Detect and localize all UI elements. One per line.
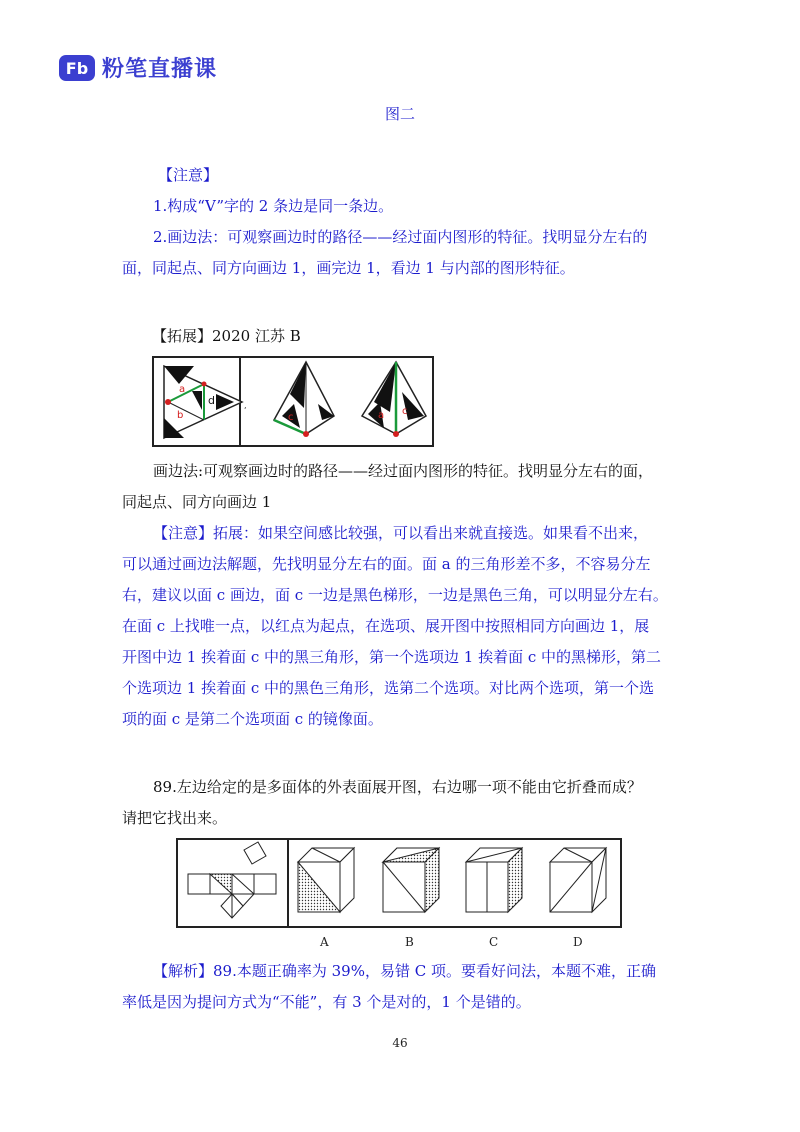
extension-title: 【拓展】2020 江苏 B <box>152 327 301 345</box>
fold-figure-drawing <box>154 358 432 445</box>
cube-net-figure <box>176 838 622 928</box>
svg-text:d: d <box>208 394 215 407</box>
question-89-line-1: 89.左边给定的是多面体的外表面展开图，右边哪一项不能由它折叠而成？ <box>153 778 642 796</box>
note-line-2: 2.画边法：可观察画边时的路径——经过面内图形的特征。找明显分左右的 <box>153 228 648 246</box>
svg-text:Fb: Fb <box>65 58 89 78</box>
svg-text:c: c <box>402 406 408 417</box>
note2-line-2: 可以通过画边法解题，先找明显分左右的面。面 a 的三角形差不多，不容易分左 <box>122 555 651 573</box>
note2-line-1: 【注意】拓展：如果空间感比较强，可以看出来就直接选。如果看不出来， <box>153 524 649 542</box>
note2-line-4: 在面 c 上找唯一点，以红点为起点，在选项、展开图中按照相同方向画边 1，展 <box>122 617 650 635</box>
question-89-line-2: 请把它找出来。 <box>122 809 228 827</box>
note-title: 【注意】 <box>158 166 219 184</box>
note2-line-7: 项的面 c 是第二个选项面 c 的镜像面。 <box>122 710 383 728</box>
svg-text:c: c <box>288 412 294 423</box>
option-label-a: A <box>320 935 329 949</box>
svg-text:,: , <box>244 401 247 410</box>
note2-line-5: 开图中边 1 挨着面 c 中的黑三角形，第一个选项边 1 挨着面 c 中的黑梯形，第二 <box>122 648 662 666</box>
answer-line-1: 【解析】89.本题正确率为 39%，易错 C 项。要看好问法，本题不难，正确 <box>153 962 656 980</box>
cube-net-drawing <box>178 840 620 926</box>
note2-line-6: 个选项边 1 挨着面 c 中的黑色三角形，选第二个选项。对比两个选项，第一个选 <box>122 679 655 697</box>
option-label-b: B <box>405 935 414 949</box>
svg-text:b: b <box>177 410 184 421</box>
page-number: 46 <box>392 1036 408 1050</box>
brand-name: 粉笔直播课 <box>102 57 218 82</box>
note-line-3: 面，同起点、同方向画边 1，画完边 1，看边 1 与内部的图形特征。 <box>122 259 575 277</box>
fold-figure-2020 <box>152 356 434 447</box>
note2-line-3: 右，建议以面 c 画边，面 c 一边是黑色梯形，一边是黑色三角，可以明显分左右。 <box>122 586 668 604</box>
svg-text:a: a <box>378 410 385 421</box>
brand-logo <box>58 52 217 83</box>
option-label-c: C <box>489 935 499 949</box>
option-label-d: D <box>573 935 583 949</box>
method-line-1: 画边法:可观察画边时的路径——经过面内图形的特征。找明显分左右的面， <box>153 462 654 480</box>
method-line-2: 同起点、同方向画边 1 <box>122 493 272 511</box>
answer-line-2: 率低是因为提问方式为“不能”，有 3 个是对的，1 个是错的。 <box>122 993 531 1011</box>
note-line-1: 1.构成“V”字的 2 条边是同一条边。 <box>153 197 394 215</box>
fb-logo-icon <box>58 53 96 83</box>
figure-caption: 图二 <box>384 105 415 123</box>
svg-text:a: a <box>179 384 186 395</box>
